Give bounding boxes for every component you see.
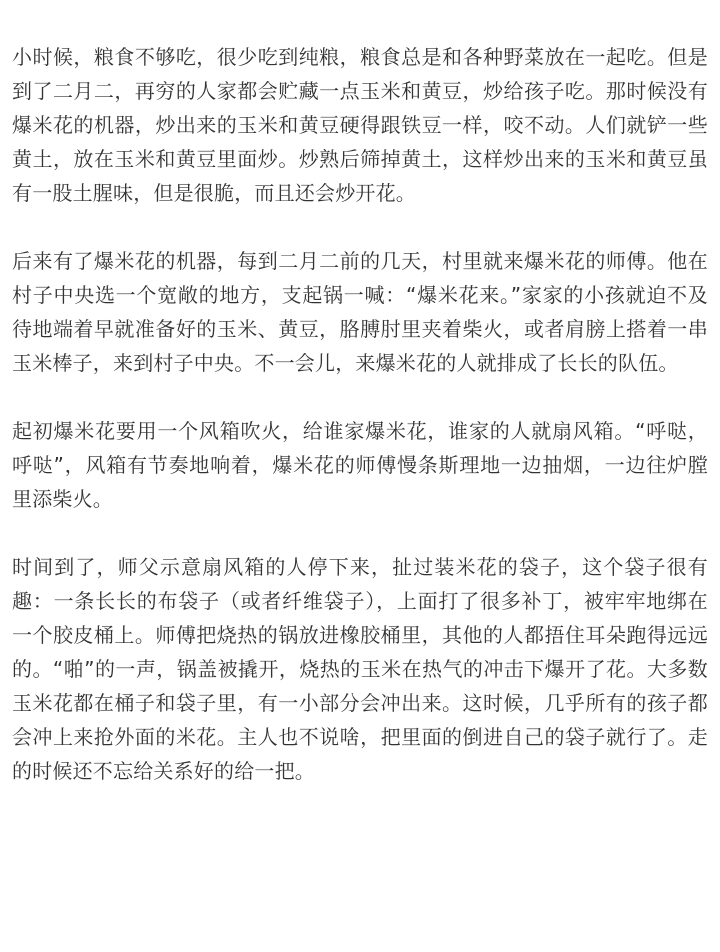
paragraph-4: 时间到了，师父示意扇风箱的人停下来，扯过装米花的袋子，这个袋子很有趣：一条长长的布袋子（或者纤维袋子），上面打了很多补丁，被牢牢地绑在一个胶皮桶上。师傅把烧热的锅放进橡胶桶里，其他的人都捂住耳朵跑得远远的。“啪”的一声，锅盖被撬开，烧热的玉米在热气的冲击下爆开了花。大多数玉米花都在桶子和袋子里，有一小部分会冲出来。这时候，几乎所有的孩子都会冲上来抢外面的米花。主人也不说啥，把里面的倒进自己的袋子就行了。走的时候还不忘给关系好的给一把。	[12, 555, 708, 783]
paragraph-1: 小时候，粮食不够吃，很少吃到纯粮，粮食总是和各种野菜放在一起吃。但是到了二月二，再穷的人家都会贮藏一点玉米和黄豆，炒给孩子吃。那时候没有爆米花的机器，炒出来的玉米和黄豆硬得跟铁豆一样，咬不动。人们就铲一些黄土，放在玉米和黄豆里面炒。炒熟后筛掉黄土，这样炒出来的玉米和黄豆虽有一股土腥味，但是很脆，而且还会炒开花。	[12, 45, 708, 205]
paragraph-2: 后来有了爆米花的机器，每到二月二前的几天，村里就来爆米花的师傅。他在村子中央选一个宽敞的地方，支起锅一喊：“爆米花来。”家家的小孩就迫不及待地端着早就准备好的玉米、黄豆，胳膊肘里夹着柴火，或者肩膀上搭着一串玉米棒子，来到村子中央。不一会儿，来爆米花的人就排成了长长的队伍。	[12, 249, 708, 375]
paragraph-3: 起初爆米花要用一个风箱吹火，给谁家爆米花，谁家的人就扇风箱。“呼哒，呼哒”，风箱有节奏地响着，爆米花的师傅慢条斯理地一边抽烟，一边往炉膛里添柴火。	[12, 419, 708, 511]
article-body	[12, 40, 708, 788]
